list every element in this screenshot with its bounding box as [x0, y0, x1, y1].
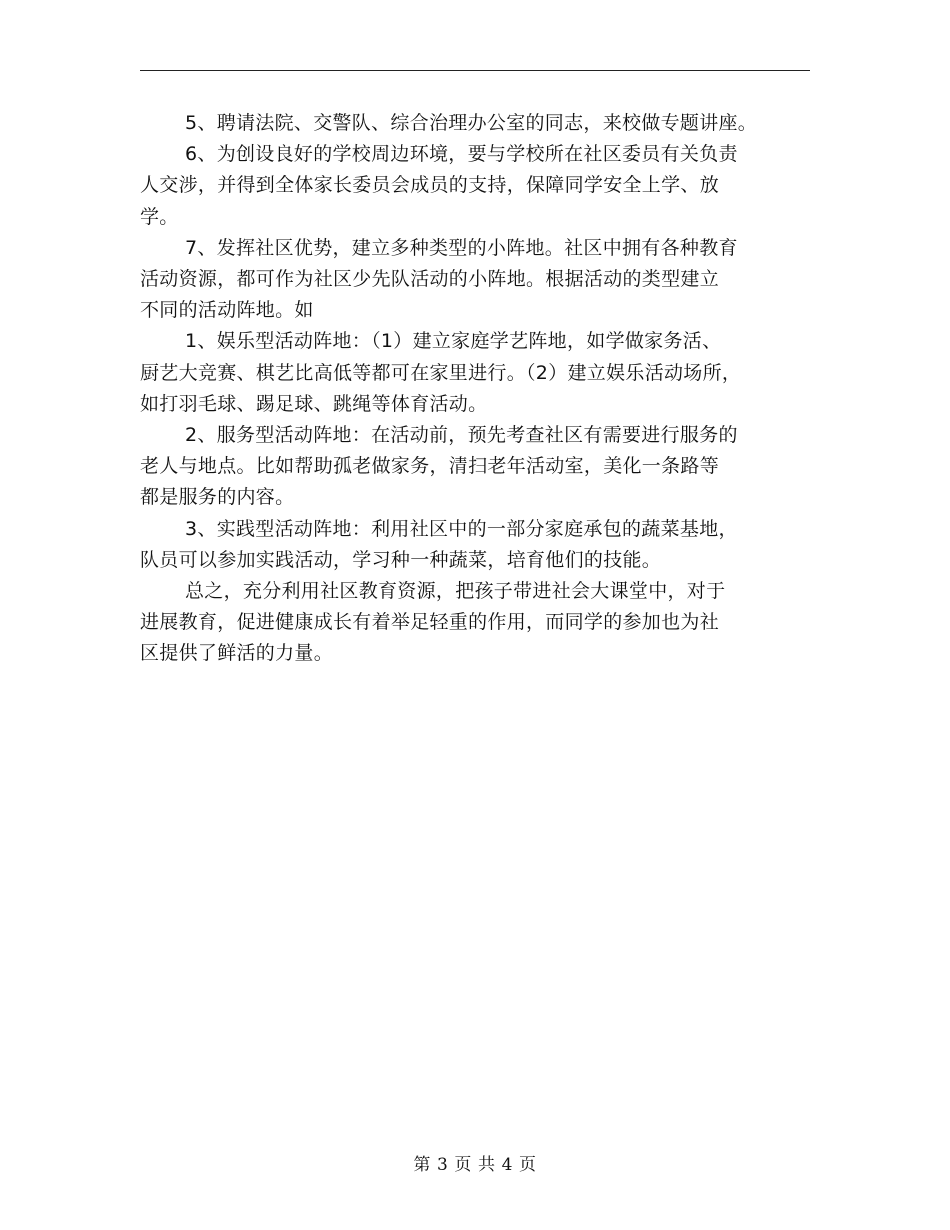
paragraph-summary: 总之，充分利用社区教育资源，把孩子带进社会大课堂中，对于 进展教育，促进健康成长有着举足轻重的作用，而同学的参加也为社 区提供了鲜活的力量。	[140, 580, 726, 665]
header-rule	[140, 70, 810, 71]
paragraph-7: 7、发挥社区优势，建立多种类型的小阵地。社区中拥有各种教育 活动资源，都可作为社区少先队活动的小阵地。根据活动的类型建立 不同的活动阵地。如	[140, 236, 738, 322]
paragraph-6: 6、为创设良好的学校周边环境，要与学校所在社区委员有关负责 人交涉，并得到全体家长委员会成员的支持，保障同学安全上学、放 学。	[140, 143, 738, 228]
paragraph-service: 2、服务型活动阵地：在活动前，预先考查社区有需要进行服务的 老人与地点。比如帮助孤老做家务，清扫老年活动室，美化一条路等 都是服务的内容。	[140, 424, 738, 509]
paragraph-5: 5、聘请法院、交警队、综合治理办公室的同志，来校做专题讲座。	[185, 112, 758, 134]
page-number: 第 3 页 共 4 页	[413, 1155, 537, 1175]
document-body	[140, 108, 810, 670]
paragraph-practice: 3、实践型活动阵地：利用社区中的一部分家庭承包的蔬菜基地， 队员可以参加实践活动，学习种一种蔬菜，培育他们的技能。	[140, 517, 738, 571]
paragraph-entertainment: 1、娱乐型活动阵地：（1）建立家庭学艺阵地，如学做家务活、 厨艺大竞赛、棋艺比高低等都可在家里进行。（2）建立娱乐活动场所， 如打羽毛球、踢足球、跳绳等体育活动。	[140, 330, 742, 415]
